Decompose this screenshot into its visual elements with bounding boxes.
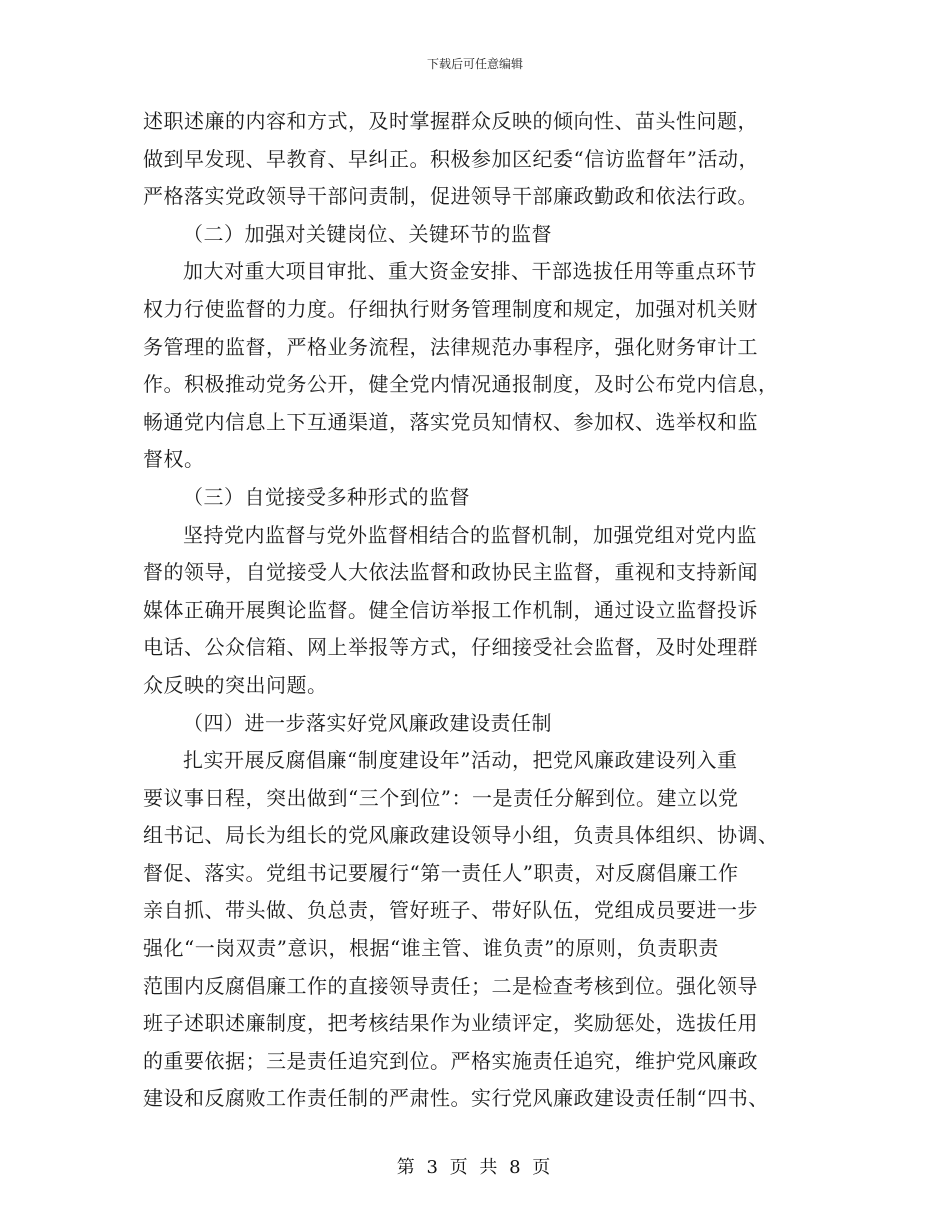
paragraph-line: 媒体正确开展舆论监督。健全信访举报工作机制，通过设立监督投诉 [143,597,758,622]
page-header-note: 下载后可任意编辑 [426,57,523,71]
page-number-footer: 第 3 页 共 8 页 [396,1157,554,1178]
paragraph-line: 众反映的突出问题。 [143,672,328,697]
paragraph-line: 扎实开展反腐倡廉“制度建设年”活动，把党风廉政建设列入重 [183,748,738,773]
paragraph-line: 畅通党内信息上下互通渠道，落实党员知情权、参加权、选举权和监 [143,409,758,434]
paragraph-line: 权力行使监督的力度。仔细执行财务管理制度和规定，加强对机关财 [143,296,758,321]
paragraph-line: 电话、公众信箱、网上举报等方式，仔细接受社会监督，及时处理群 [143,635,758,660]
document-body [143,103,813,1118]
paragraph-line: 组书记、局长为组长的党风廉政建设领导小组，负责具体组织、协调、 [143,823,779,848]
paragraph-line: 督的领导，自觉接受人大依法监督和政协民主监督，重视和支持新闻 [143,560,758,585]
paragraph-line: 强化“一岗双责”意识，根据“谁主管、谁负责”的原则，负责职责 [143,936,719,961]
section-heading: （四）进一步落实好党风廉政建设责任制 [183,710,552,735]
paragraph-line: 严格落实党政领导干部问责制，促进领导干部廉政勤政和依法行政。 [143,184,758,209]
section-heading: （三）自觉接受多种形式的监督 [183,484,470,509]
section-heading: （二）加强对关键岗位、关键环节的监督 [183,221,552,246]
paragraph-line: 务管理的监督，严格业务流程，法律规范办事程序，强化财务审计工 [143,334,758,359]
paragraph-line: 的重要依据；三是责任追究到位。严格实施责任追究，维护党风廉政 [143,1048,758,1073]
paragraph-line: 督促、落实。党组书记要履行“第一责任人”职责，对反腐倡廉工作 [143,860,739,885]
paragraph-line: 做到早发现、早教育、早纠正。积极参加区纪委“信访监督年”活动， [143,146,759,171]
paragraph-line: 督权。 [143,447,205,472]
paragraph-line: 坚持党内监督与党外监督相结合的监督机制，加强党组对党内监 [183,522,757,547]
paragraph-line: 要议事日程，突出做到“三个到位”：一是责任分解到位。建立以党 [143,785,739,810]
paragraph-line: 建设和反腐败工作责任制的严肃性。实行党风廉政建设责任制“四书、 [143,1086,769,1111]
paragraph-line: 范围内反腐倡廉工作的直接领导责任；二是检查考核到位。强化领导 [143,973,758,998]
paragraph-line: 加大对重大项目审批、重大资金安排、干部选拔任用等重点环节 [183,259,757,284]
paragraph-line: 述职述廉的内容和方式，及时掌握群众反映的倾向性、苗头性问题， [143,109,758,133]
paragraph-line: 班子述职述廉制度，把考核结果作为业绩评定，奖励惩处，选拔任用 [143,1011,758,1036]
paragraph-line: 亲自抓、带头做、负总责，管好班子、带好队伍，党组成员要进一步 [143,898,758,923]
paragraph-line: 作。积极推动党务公开，健全党内情况通报制度，及时公布党内信息， [143,372,779,397]
